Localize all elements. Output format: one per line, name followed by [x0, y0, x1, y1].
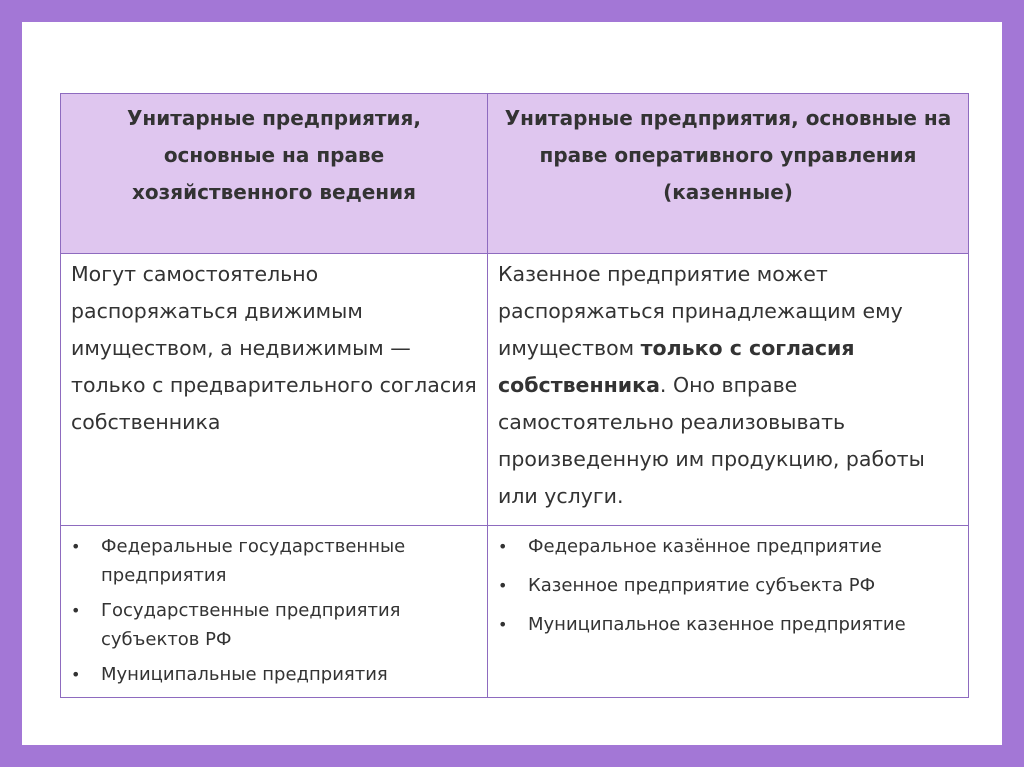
bullet-icon: •: [498, 537, 508, 556]
header-cell-operational-management: Унитарные предприятия, основные на праве оперативного управления (казенные): [488, 94, 969, 254]
bullet-icon: •: [71, 665, 81, 684]
list-item-label: Казенное предприятие субъекта РФ: [528, 575, 876, 596]
list-item-label: Государственные предприятия субъектов РФ: [101, 600, 401, 650]
disposal-text-end: . Оно вправе самостоятельно реализовывать произведенную им продукцию, работы или услуги.: [498, 373, 925, 508]
cell-types-economic: [61, 526, 488, 698]
list-item: [69, 660, 479, 689]
bullet-icon: •: [498, 576, 508, 595]
bullet-icon: •: [498, 615, 508, 634]
cell-types-operational: [488, 526, 969, 698]
bullet-icon: •: [71, 537, 81, 556]
cell-disposal-operational: [488, 254, 969, 526]
list-item: [69, 532, 479, 590]
list-item-label: Муниципальные предприятия: [101, 664, 388, 685]
disposal-text-start: Казенное предприятие может распоряжаться принадлежащим ему имуществом: [498, 262, 903, 360]
list-item: [496, 571, 960, 600]
comparison-table: [60, 93, 969, 698]
list-item-label: Федеральное казённое предприятие: [528, 536, 882, 557]
enterprise-list-operational: [496, 532, 960, 639]
table-header-row: [61, 94, 969, 254]
disposal-text-emphasis: только с согласия собственника: [498, 336, 855, 397]
enterprise-list-economic: [69, 532, 479, 689]
header-cell-economic-management: Унитарные предприятия, основные на праве хозяйственного ведения: [61, 94, 488, 254]
list-item-label: Муниципальное казенное предприятие: [528, 614, 906, 635]
bullet-icon: •: [71, 601, 81, 620]
table-row-enterprise-types: [61, 526, 969, 698]
table-row-disposal-rights: [61, 254, 969, 526]
list-item: [496, 610, 960, 639]
list-item-label: Федеральные государственные предприятия: [101, 536, 406, 586]
list-item: [496, 532, 960, 561]
cell-disposal-economic: Могут самостоятельно распоряжаться движимым имуществом, а недвижимым — только с предварительного согласия собственника: [61, 254, 488, 526]
list-item: [69, 596, 479, 654]
